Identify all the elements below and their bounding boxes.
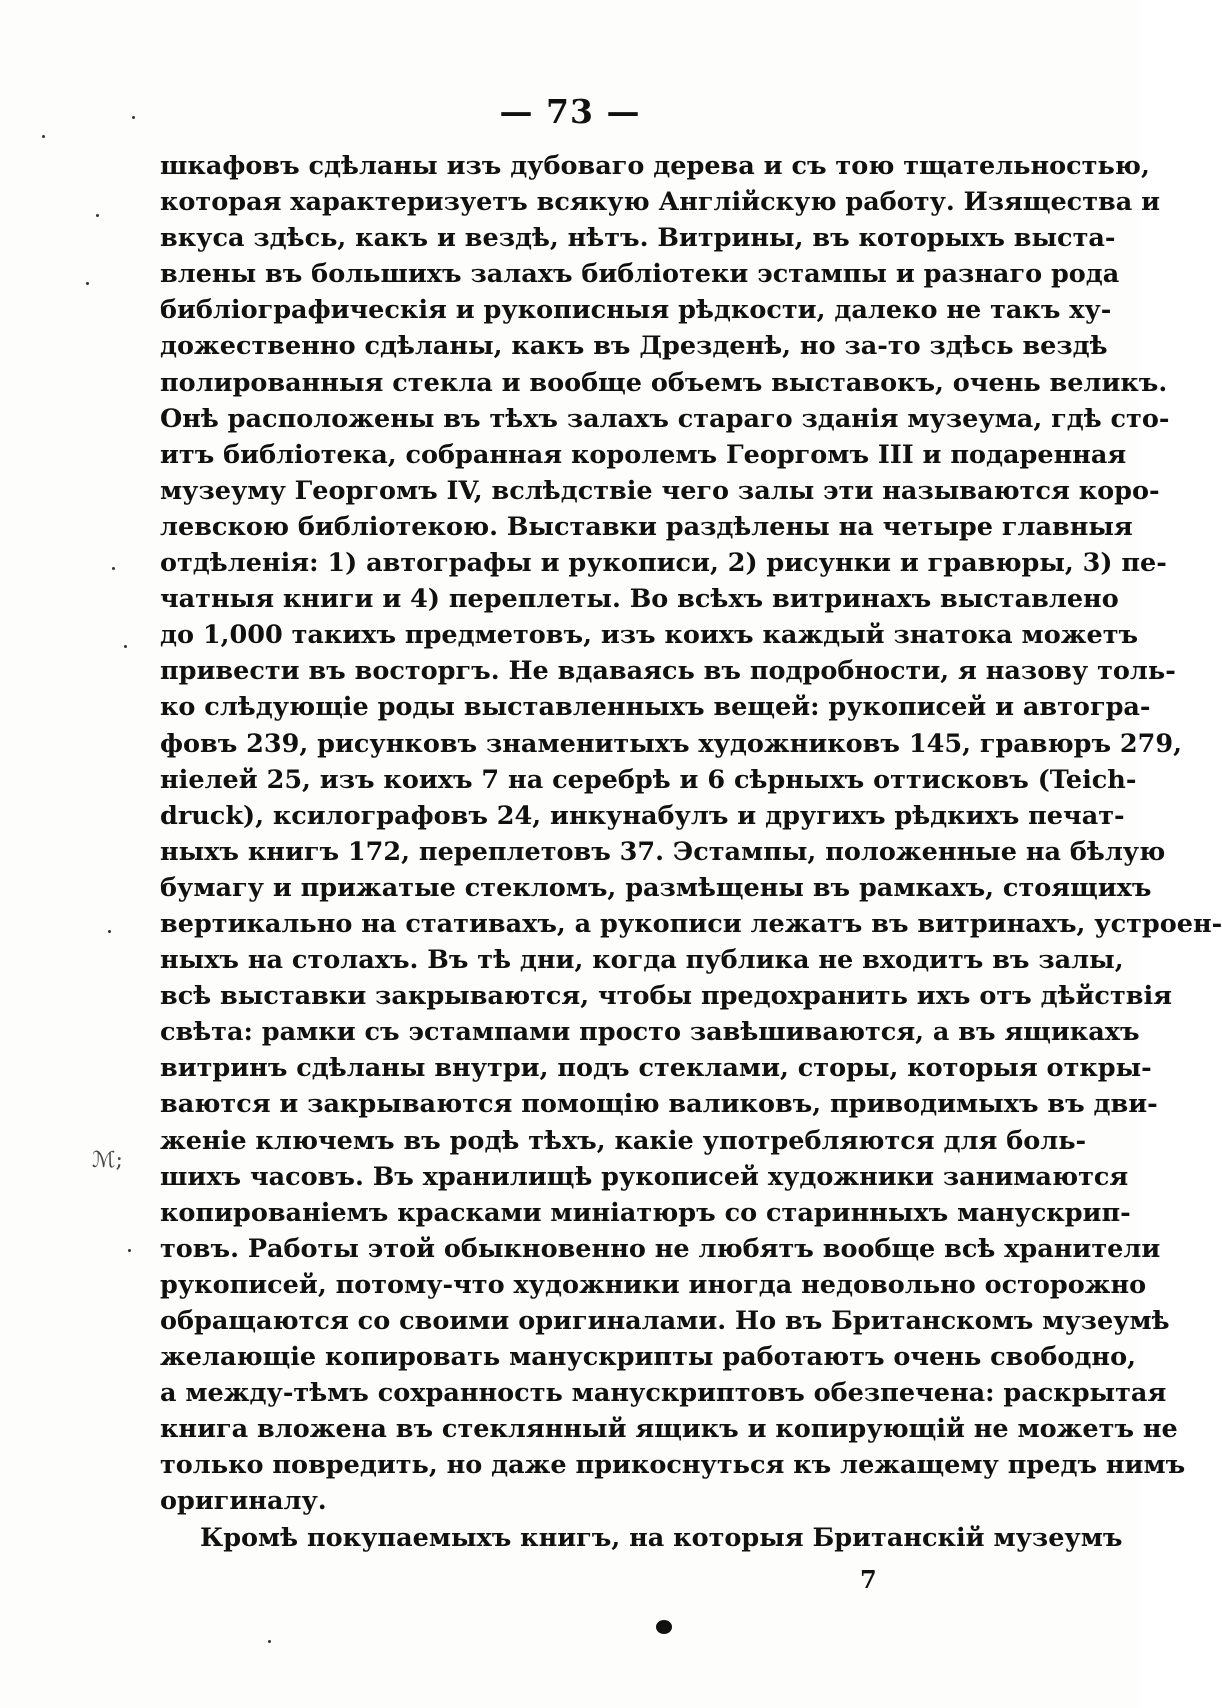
text-line: женіе ключемъ въ родѣ тѣхъ, какіе употребляются для боль-: [160, 1125, 1087, 1156]
text-line: итъ библіотека, собранная королемъ Георгомъ III и подаренная: [160, 439, 1127, 470]
text-line: чатныя книги и 4) переплеты. Во всѣхъ витринахъ выставлено: [160, 584, 1119, 615]
text-line: свѣта: рамки съ эстампами просто завѣшиваются, а въ ящикахъ: [160, 1017, 1140, 1048]
speck: [42, 135, 45, 138]
text-line: книга вложена въ стеклянный ящикъ и копирующій не можетъ не: [160, 1414, 1178, 1445]
text-line: ныхъ книгъ 172, переплетовъ 37. Эстампы, положенные на бѣлую: [160, 836, 1166, 867]
text-line: ныхъ на столахъ. Въ тѣ дни, когда публика не входитъ въ залы,: [160, 945, 1124, 976]
speck: [124, 645, 127, 648]
text-line: шихъ часовъ. Въ хранилищѣ рукописей художники занимаются: [160, 1161, 1129, 1192]
text-line: левскою библіотекою. Выставки раздѣлены на четыре главныя: [160, 511, 1133, 542]
text-line: товъ. Работы этой обыкновенно не любятъ вообще всѣ хранители: [160, 1233, 1161, 1264]
text-line: копированіемъ красками миніатюръ со старинныхъ манускрип-: [160, 1197, 1131, 1228]
speck: [132, 116, 135, 119]
text-line: желающіе копировать манускрипты работаютъ очень свободно,: [160, 1342, 1136, 1373]
text-line: ніелей 25, изъ коихъ 7 на серебрѣ и 6 сѣрныхъ оттисковъ (Teich-: [160, 764, 1137, 795]
text-line: привести въ восторгъ. Не вдаваясь въ подробности, я назову толь-: [160, 656, 1176, 687]
text-line: ко слѣдующіе роды выставленныхъ вещей: рукописей и автогра-: [160, 692, 1151, 723]
text-line: Онѣ расположены въ тѣхъ залахъ стараго зданія музеума, гдѣ сто-: [160, 403, 1170, 434]
text-line: ваются и закрываются помощію валиковъ, приводимыхъ въ дви-: [160, 1089, 1158, 1120]
text-line: бумагу и прижатые стекломъ, размѣщены въ рамкахъ, стоящихъ: [160, 872, 1152, 903]
speck: [96, 214, 99, 217]
text-line: рукописей, потому-что художники иногда недовольно осторожно: [160, 1269, 1147, 1300]
text-line: отдѣленія: 1) автографы и рукописи, 2) рисунки и гравюры, 3) пе-: [160, 548, 1167, 579]
text-line: дожественно сдѣланы, какъ въ Дрезденѣ, но за-то здѣсь вездѣ: [160, 331, 1108, 362]
text-line: которая характеризуетъ всякую Англійскую работу. Изящества и: [160, 187, 1161, 218]
text-line: только повредить, но даже прикоснуться къ лежащему предъ нимъ: [160, 1450, 1186, 1481]
text-line: обращаются со своими оригиналами. Но въ Британскомъ музеумѣ: [160, 1306, 1170, 1336]
text-line: витринъ сдѣланы внутри, подъ стеклами, сторы, которыя откры-: [160, 1053, 1152, 1084]
text-line: полированныя стекла и вообще объемъ выставокъ, очень великъ.: [160, 367, 1168, 398]
text-line: фовъ 239, рисунковъ знаменитыхъ художниковъ 145, гравюръ 279,: [160, 728, 1183, 759]
text-line: библіографическія и рукописныя рѣдкости, далеко не такъ ху-: [160, 295, 1112, 326]
speck: [86, 282, 89, 285]
signature-mark: 7: [860, 1565, 877, 1594]
text-line: шкафовъ сдѣланы изъ дубоваго дерева и съ тою тщательностью,: [160, 151, 1150, 181]
page-number: — 73 —: [499, 92, 641, 131]
speck: [112, 567, 115, 570]
text-line: влены въ большихъ залахъ библіотеки эстампы и разнаго рода: [160, 259, 1120, 290]
text-line-paragraph-end: оригиналу.: [160, 1486, 327, 1517]
speck: [128, 1249, 131, 1252]
text-line: а между-тѣмъ сохранность манускриптовъ обезпечена: раскрытая: [160, 1378, 1167, 1409]
ink-blot: [656, 1620, 672, 1634]
speck: [108, 930, 111, 933]
text-line: музеуму Георгомъ IV, вслѣдствіе чего залы эти называются коро-: [160, 475, 1160, 506]
margin-note: ℳ;: [92, 1148, 123, 1173]
text-line: вертикально на стативахъ, а рукописи лежатъ въ витринахъ, устроен-: [160, 908, 1222, 939]
text-line: до 1,000 такихъ предметовъ, изъ коихъ каждый знатока можетъ: [160, 620, 1139, 651]
text-line-paragraph-start: Кромѣ покупаемыхъ книгъ, на которыя Британскій музеумъ: [200, 1522, 1123, 1553]
text-line: вкуса здѣсь, какъ и вездѣ, нѣтъ. Витрины, въ которыхъ выста-: [160, 223, 1116, 254]
body-text: [160, 148, 1222, 1556]
text-line: druck), ксилографовъ 24, инкунабулъ и другихъ рѣдкихъ печат-: [160, 800, 1125, 831]
speck: [268, 1640, 271, 1643]
text-line: всѣ выставки закрываются, чтобы предохранить ихъ отъ дѣйствія: [160, 981, 1172, 1012]
